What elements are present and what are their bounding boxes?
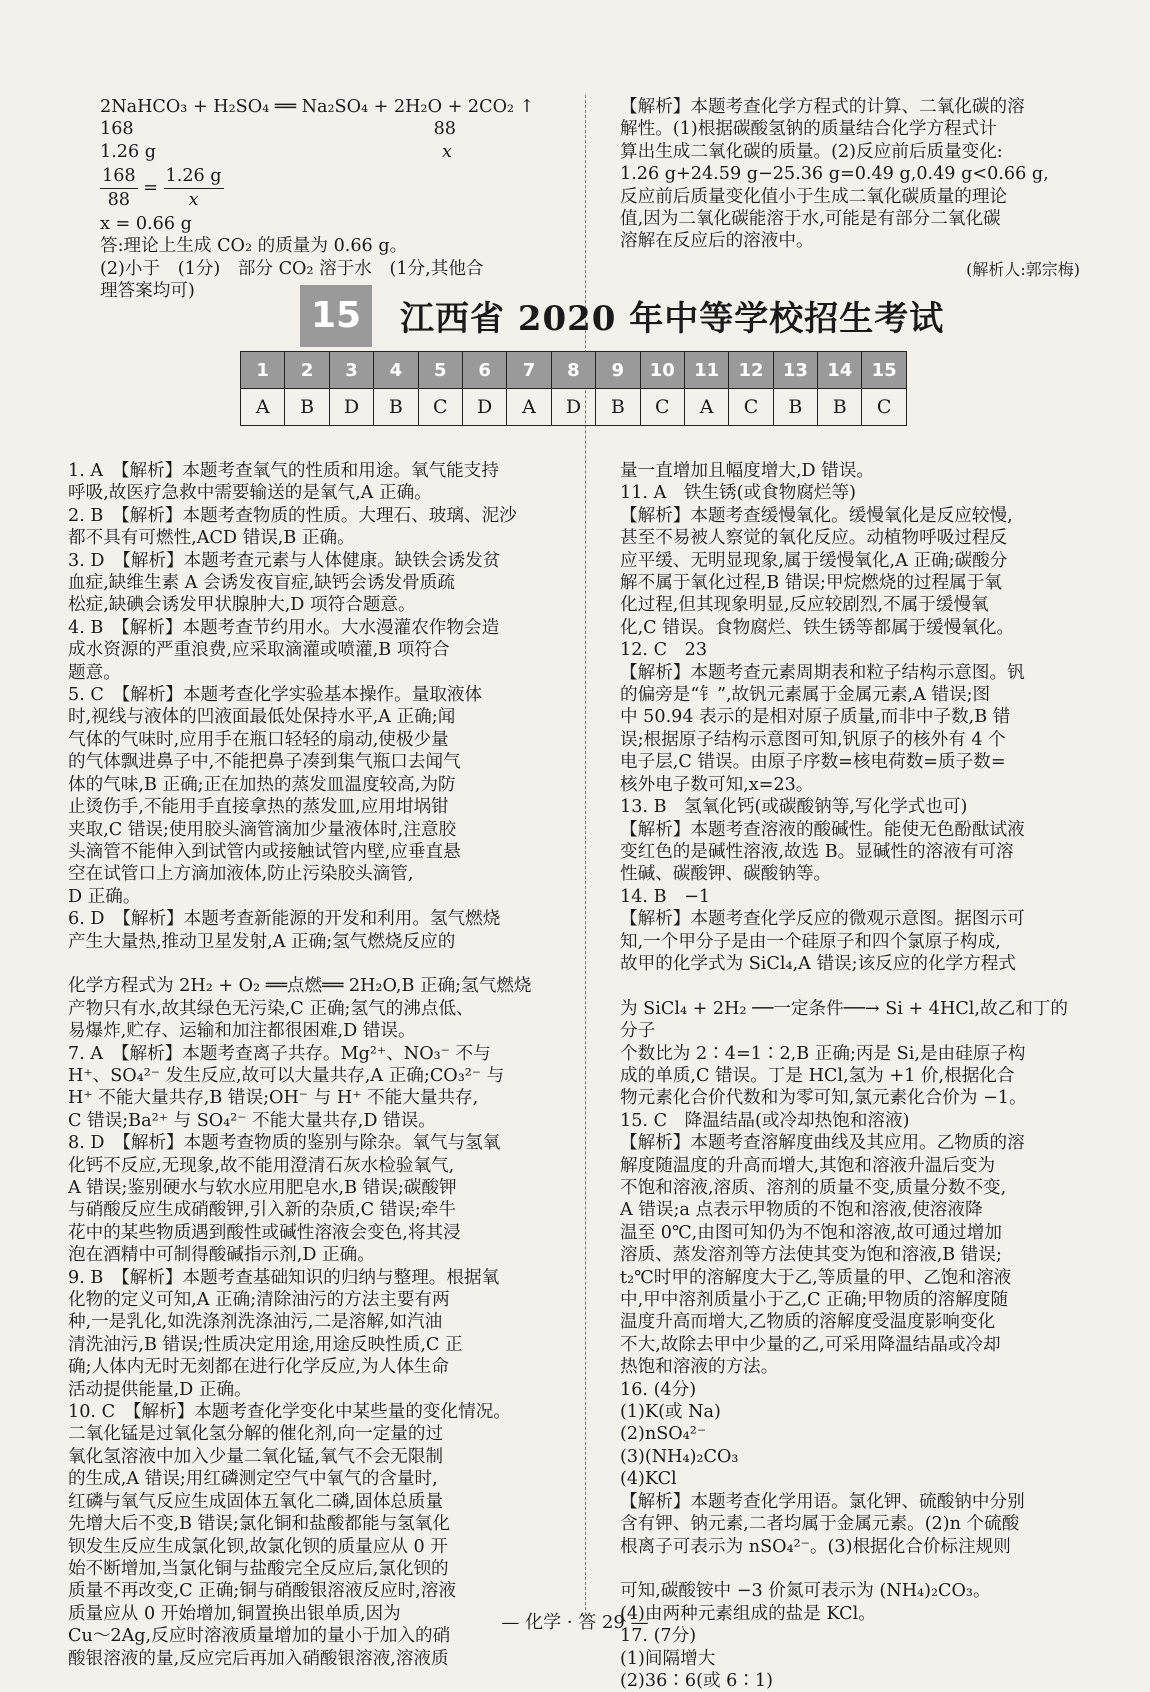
text-line: 17. (7分): [620, 1626, 697, 1647]
text-line: 11. A 铁生锈(或食物腐烂等): [620, 483, 856, 504]
text-line: H⁺ 不能大量共存,B 错误;OH⁻ 与 H⁺ 不能大量共存,: [68, 1088, 479, 1109]
fraction-2: [164, 165, 224, 211]
text-line: 根离子可表示为 nSO₄²⁻。(3)根据化合价标注规则: [620, 1536, 1011, 1557]
mass-ratio-left: 168: [100, 119, 134, 140]
proportion: [100, 165, 560, 211]
text-line: 溶质、蒸发溶剂等方法使其变为饱和溶液,B 错误;: [620, 1245, 1002, 1266]
answer-cell: A: [684, 389, 728, 426]
answer-cell: C: [862, 389, 906, 426]
text-line: 【解析】本题考查溶液的酸碱性。能使无色酚酞试液: [620, 819, 1025, 840]
text-line: 花中的某些物质遇到酸性或碱性溶液会变色,将其浸: [68, 1222, 461, 1243]
text-line: 的气体飘进鼻子中,不能把鼻子凑到集气瓶口去闻气: [68, 752, 461, 773]
text-line: (3)(NH₄)₂CO₃: [620, 1446, 739, 1467]
equals-sign: =: [143, 178, 158, 199]
answer-cell: A: [507, 389, 551, 426]
text-line: 解度随温度的升高而增大,其饱和溶液升温后变为: [620, 1155, 996, 1176]
text-line: C 错误;Ba²⁺ 与 SO₄²⁻ 不能大量共存,D 错误。: [68, 1110, 436, 1131]
question-number-cell: 8: [551, 352, 595, 389]
question-number-cell: 6: [462, 352, 506, 389]
text-line: 不大,故除去甲中少量的乙,可采用降温结晶或冷却: [620, 1334, 1001, 1355]
given-mass: 1.26 g: [100, 141, 157, 162]
text-line: [620, 1558, 1082, 1580]
text-line: 1. A 【解析】本题考查氧气的性质和用途。氧气能支持: [68, 461, 499, 481]
text-line: A 错误;a 点表示甲物质的不饱和溶液,使溶液降: [620, 1200, 983, 1221]
text-line: 10. C 【解析】本题考查化学变化中某些量的变化情况。: [68, 1402, 511, 1423]
text-line: 9. B 【解析】本题考查基础知识的归纳与整理。根据氧: [68, 1267, 500, 1288]
text-line: 题意。: [68, 662, 121, 683]
text-line: 质量不再改变,C 正确;铜与硝酸银溶液反应时,溶液: [68, 1581, 457, 1602]
question-number-cell: 4: [374, 352, 418, 389]
text-line: 松症,缺碘会诱发甲状腺肿大,D 项符合题意。: [68, 595, 416, 616]
chemical-equation: 2NaHCO₃ + H₂SO₄ ══ Na₂SO₄ + 2H₂O + 2CO₂ ↑: [100, 97, 535, 117]
question-number-cell: 13: [773, 352, 817, 389]
analyst-signature: (解析人:郭宗梅): [966, 259, 1080, 279]
text-line: 头滴管不能伸入到试管内或接触试管内壁,应垂直悬: [68, 841, 461, 862]
text-line: 电子层,C 错误。由原子序数=核电荷数=质子数=: [620, 752, 1006, 773]
x-result: x = 0.66 g: [100, 214, 192, 235]
frac2-num: 1.26 g: [164, 165, 224, 188]
text-line: 温至 0℃,由图可知仍为不饱和溶液,故可通过增加: [620, 1222, 1002, 1243]
question-number-cell: 14: [818, 352, 862, 389]
text-line: 【解析】本题考查化学反应的微观示意图。据图示可: [620, 909, 1025, 930]
text-line: [620, 975, 1082, 997]
text-line: 7. A 【解析】本题考查离子共存。Mg²⁺、NO₃⁻ 不与: [68, 1043, 491, 1064]
text-line: D 正确。: [68, 886, 141, 907]
text-line: 红磷与氧气反应生成固体五氧化二磷,固体总质量: [68, 1491, 444, 1512]
text-line: 8. D 【解析】本题考查物质的鉴别与除杂。氧气与氢氧: [68, 1133, 501, 1154]
text-line: 中 50.94 表示的是相对原子质量,而非中子数,B 错: [620, 707, 1011, 728]
text-line: 的偏旁是“钅”,故钒元素属于金属元素,A 错误;图: [620, 685, 991, 706]
text-line: 解不属于氧化过程,B 错误;甲烷燃烧的过程属于氧: [620, 573, 1002, 594]
text-line: 的生成,A 错误;用红磷测定空气中氧气的含量时,: [68, 1469, 438, 1490]
text-line: 误;根据原子结构示意图可知,钒原子的核外有 4 个: [620, 729, 1006, 750]
text-line: 清洗油污,B 错误;性质决定用途,用途反映性质,C 正: [68, 1334, 463, 1355]
mass-ratio-right: 88: [433, 119, 456, 140]
text-line: 产生大量热,推动卫星发射,A 正确;氢气燃烧反应的: [68, 931, 456, 952]
question-number-cell: 5: [418, 352, 462, 389]
text-line: 化学方程式为 2H₂ + O₂ ══点燃══ 2H₂O,B 正确;氢气燃烧: [68, 976, 532, 997]
analysis-line: 反应前后质量变化值小于生成二氧化碳质量的理论: [620, 186, 1008, 207]
text-line: 13. B 氢氧化钙(或碳酸钠等,写化学式也可): [620, 797, 968, 818]
text-line: [68, 953, 560, 975]
text-line: 变红色的是碱性溶液,故选 B。显碱性的溶液有可溶: [620, 841, 1014, 862]
text-line: 15. C 降温结晶(或冷却热饱和溶液): [620, 1110, 910, 1131]
text-line: 应平缓、无明显现象,属于缓慢氧化,A 正确;碳酸分: [620, 550, 1008, 571]
text-line: 4. B 【解析】本题考查节约用水。大水漫灌农作物会造: [68, 617, 500, 638]
text-line: 产物只有水,故其绿色无污染,C 正确;氢气的沸点低、: [68, 998, 474, 1019]
fraction-1: [100, 165, 138, 211]
answer-cell: D: [551, 389, 595, 426]
section-title: 江西省 2020 年中等学校招生考试: [400, 299, 945, 339]
analysis-line: 【解析】本题考查化学方程式的计算、二氧化碳的溶: [620, 97, 1025, 117]
page-footer: — 化学 · 答 29 —: [501, 1612, 649, 1633]
equation-row-1: [100, 118, 560, 140]
text-line: 止烫伤手,不能用手直接拿热的蒸发皿,应用坩埚钳: [68, 797, 449, 818]
left-column: [68, 460, 560, 1670]
text-line: 体的气味,B 正确;正在加热的蒸发皿温度较高,为防: [68, 774, 456, 795]
text-line: (1)K(或 Na): [620, 1402, 721, 1423]
text-line: (2)nSO₄²⁻: [620, 1424, 707, 1445]
text-line: 知,一个甲分子是由一个硅原子和四个氯原子构成,: [620, 931, 1001, 952]
analysis-line: 算出生成二氧化碳的质量。(2)反应前后质量变化:: [620, 141, 1003, 162]
unknown-x: x: [442, 141, 452, 162]
text-line: 3. D 【解析】本题考查元素与人体健康。缺铁会诱发贫: [68, 550, 501, 571]
text-line: 【解析】本题考查化学用语。氯化钾、硫酸钠中分别: [620, 1491, 1025, 1512]
text-line: 2. B 【解析】本题考查物质的性质。大理石、玻璃、泥沙: [68, 505, 517, 526]
frac1-num: 168: [100, 165, 138, 188]
text-line: Cu～2Ag,反应时溶液质量增加的量小于加入的硝: [68, 1626, 451, 1647]
question-number-cell: 11: [684, 352, 728, 389]
text-line: 含有钾、钠元素,二者均属于金属元素。(2)n 个硫酸: [620, 1514, 1020, 1535]
text-line: 确;人体内无时无刻都在进行化学反应,为人体生命: [68, 1357, 449, 1378]
top-left-solution: [100, 96, 560, 303]
answer-table-answer-row: [241, 389, 907, 426]
text-line: 【解析】本题考查缓慢氧化。缓慢氧化是反应较慢,: [620, 505, 1013, 526]
text-line: 质量应从 0 开始增加,铜置换出银单质,因为: [68, 1603, 401, 1624]
question-number-cell: 3: [329, 352, 373, 389]
text-line: 个数比为 2∶4=1∶2,B 正确;丙是 Si,是由硅原子构: [620, 1043, 1026, 1064]
text-line: 甚至不易被人察觉的氧化反应。动植物呼吸过程反: [620, 528, 1008, 549]
question-number-cell: 2: [285, 352, 329, 389]
text-line: (1)间隔增大: [620, 1648, 716, 1669]
text-line: t₂℃时甲的溶解度大于乙,等质量的甲、乙饱和溶液: [620, 1267, 1012, 1288]
answer-cell: A: [241, 389, 285, 426]
answer-cell: B: [374, 389, 418, 426]
text-line: 化钙不反应,无现象,故不能用澄清石灰水检验氧气,: [68, 1155, 455, 1176]
text-line: 16. (4分): [620, 1379, 697, 1400]
text-line: 可知,碳酸铵中 −3 价氮可表示为 (NH₄)₂CO₃。: [620, 1581, 991, 1602]
text-line: 热饱和溶液的方法。: [620, 1357, 779, 1378]
text-line: 温度升高而增大,乙物质的溶解度受温度影响变化: [620, 1312, 996, 1333]
text-line: (4)由两种元素组成的盐是 KCl。: [620, 1603, 876, 1624]
text-line: 空在试管口上方滴加液体,防止污染胶头滴管,: [68, 864, 414, 885]
answer-cell: D: [462, 389, 506, 426]
text-line: 成水资源的严重浪费,应采取滴灌或喷灌,B 项符合: [68, 640, 450, 661]
answer-cell: B: [773, 389, 817, 426]
text-line: 都不具有可燃性,ACD 错误,B 正确。: [68, 528, 355, 549]
analysis-line: 1.26 g+24.59 g−25.36 g=0.49 g,0.49 g<0.66 g,: [620, 164, 1049, 185]
text-line: 活动提供能量,D 正确。: [68, 1379, 252, 1400]
question-number-cell: 15: [862, 352, 906, 389]
text-line: H⁺、SO₄²⁻ 发生反应,故可以大量共存,A 正确;CO₃²⁻ 与: [68, 1065, 505, 1086]
text-line: 始不断增加,当氯化铜与盐酸完全反应后,氯化钡的: [68, 1558, 449, 1579]
answer-table: [240, 351, 907, 426]
text-line: 物元素化合价代数和为零可知,氯元素化合价为 −1。: [620, 1088, 1027, 1109]
answer-cell: D: [329, 389, 373, 426]
text-line: 夹取,C 错误;使用胶头滴管滴加少量液体时,注意胶: [68, 819, 457, 840]
text-line: 成的单质,C 错误。丁是 HCl,氢为 +1 价,根据化合: [620, 1065, 1015, 1086]
frac1-den: 88: [107, 189, 130, 210]
text-line: 14. B −1: [620, 886, 711, 907]
text-line: 量一直增加且幅度增大,D 错误。: [620, 461, 875, 481]
analysis-line: 解性。(1)根据碳酸氢钠的质量结合化学方程式计: [620, 119, 997, 140]
text-line: 泡在酒精中可制得酸碱指示剂,D 正确。: [68, 1245, 375, 1266]
text-line: 钡发生反应生成氯化钡,故氯化钡的质量应从 0 开: [68, 1536, 448, 1557]
text-line: 不饱和溶液,溶质、溶剂的质量不变,质量分数不变,: [620, 1178, 1007, 1198]
section-header: [300, 285, 945, 347]
text-line: 中,甲中溶剂质量小于乙,C 正确;甲物质的溶解度随: [620, 1290, 1009, 1311]
top-right-analysis: [620, 96, 1080, 281]
question-number-cell: 1: [241, 352, 285, 389]
text-line: 种,一是乳化,如洗涤剂洗涤油污,二是溶解,如汽油: [68, 1312, 443, 1333]
text-line: (2)36∶6(或 6∶1): [620, 1670, 773, 1691]
text-line: 化物的定义可知,A 正确;清除油污的方法主要有两: [68, 1290, 450, 1311]
text-line: 时,视线与液体的凹液面最低处保持水平,A 正确;闻: [68, 707, 456, 728]
answer-cell: B: [818, 389, 862, 426]
text-line: 先增大后不变,B 错误;氯化铜和盐酸都能与氢氧化: [68, 1514, 450, 1535]
answer-cell: C: [640, 389, 684, 426]
text-line: 6. D 【解析】本题考查新能源的开发和利用。氢气燃烧: [68, 909, 501, 930]
answer-cell: B: [596, 389, 640, 426]
text-line: 气体的气味时,应用手在瓶口轻轻的扇动,使极少量: [68, 729, 449, 750]
equation-row-2: [100, 141, 560, 163]
text-line: 【解析】本题考查元素周期表和粒子结构示意图。钒: [620, 662, 1025, 683]
text-line: 5. C 【解析】本题考查化学实验基本操作。量取液体: [68, 685, 483, 706]
part2-line2: 理答案均可): [100, 281, 195, 302]
text-line: 性碱、碳酸钾、碳酸钠等。: [620, 864, 832, 885]
analysis-line: 溶解在反应后的溶液中。: [620, 231, 814, 252]
text-line: 12. C 23: [620, 640, 708, 661]
section-number-badge: 15: [300, 285, 372, 347]
text-line: (4)KCl: [620, 1469, 677, 1490]
text-line: 化过程,但其现象明显,反应较剧烈,不属于缓慢氧: [620, 595, 989, 616]
answer-cell: C: [418, 389, 462, 426]
text-line: 血症,缺维生素 A 会诱发夜盲症,缺钙会诱发骨质疏: [68, 573, 455, 594]
text-line: 为 SiCl₄ + 2H₂ ──一定条件──→ Si + 4HCl,故乙和丁的分子: [620, 998, 1068, 1042]
answer-cell: C: [729, 389, 773, 426]
right-column: [620, 460, 1082, 1692]
text-line: 与硝酸反应生成硝酸钾,引入新的杂质,C 错误;牵牛: [68, 1200, 457, 1221]
question-number-cell: 9: [596, 352, 640, 389]
question-number-cell: 7: [507, 352, 551, 389]
answer-table-header-row: [241, 352, 907, 389]
text-line: A 错误;鉴别硬水与软水应用肥皂水,B 错误;碳酸钾: [68, 1178, 457, 1198]
frac2-den: x: [188, 189, 199, 210]
text-line: 氧化氢溶液中加入少量二氧化锰,氧气不会无限制: [68, 1446, 444, 1467]
answer-cell: B: [285, 389, 329, 426]
text-line: 故甲的化学式为 SiCl₄,A 错误;该反应的化学方程式: [620, 953, 1016, 974]
text-line: 化,C 错误。食物腐烂、铁生锈等都属于缓慢氧化。: [620, 617, 1015, 638]
text-line: 二氧化锰是过氧化氢分解的催化剂,向一定量的过: [68, 1424, 444, 1445]
text-line: 易爆炸,贮存、运输和加注都很困难,D 错误。: [68, 1021, 416, 1042]
analysis-line: 值,因为二氧化碳能溶于水,可能是有部分二氧化碳: [620, 209, 1001, 230]
text-line: 呼吸,故医疗急救中需要输送的是氧气,A 正确。: [68, 483, 432, 504]
text-line: 酸银溶液的量,反应完后再加入硝酸银溶液,溶液质: [68, 1648, 449, 1669]
question-number-cell: 12: [729, 352, 773, 389]
text-line: 【解析】本题考查溶解度曲线及其应用。乙物质的溶: [620, 1133, 1025, 1154]
answer-line: 答:理论上生成 CO₂ 的质量为 0.66 g。: [100, 236, 408, 257]
text-line: 核外电子数可知,x=23。: [620, 774, 814, 795]
part2-line1: (2)小于 (1分) 部分 CO₂ 溶于水 (1分,其他合: [100, 258, 484, 279]
question-number-cell: 10: [640, 352, 684, 389]
